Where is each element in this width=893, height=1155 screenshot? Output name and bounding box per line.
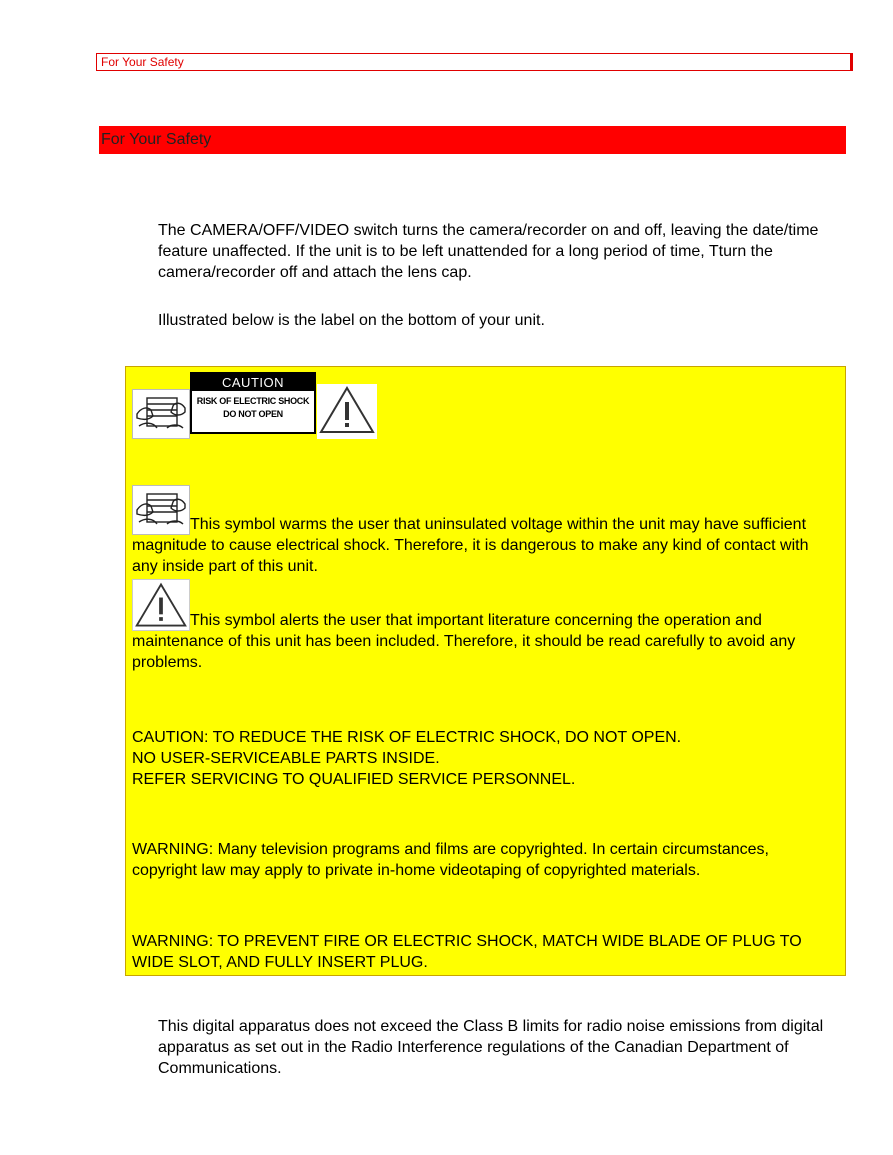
warning-copyright: WARNING: Many television programs and films are copyrighted. In certain circumstances, copyright law may apply to private in-home videotaping of copyrighted materials.	[132, 841, 769, 879]
intro-paragraph-label: Illustrated below is the label on the bottom of your unit.	[158, 312, 545, 329]
shock-symbol-text: This symbol warms the user that uninsulated voltage within the unit may have sufficient magnitude to cause electrical shock. Therefore, it is dangerous to make any kind of contact with any inside part of this unit.	[132, 516, 809, 575]
caution-line-1: CAUTION: TO REDUCE THE RISK OF ELECTRIC SHOCK, DO NOT OPEN.	[132, 729, 682, 746]
warning-triangle-icon	[317, 384, 377, 439]
caution-line-3: REFER SERVICING TO QUALIFIED SERVICE PERSONNEL.	[132, 771, 576, 788]
caution-line-2: NO USER-SERVICEABLE PARTS INSIDE.	[132, 750, 440, 767]
caution-label	[190, 372, 316, 434]
caution-label-title: CAUTION	[192, 374, 314, 391]
hands-shock-icon	[132, 389, 190, 439]
alert-symbol-paragraph	[132, 579, 837, 673]
running-header: For Your Safety	[96, 53, 853, 71]
warning-triangle-icon	[132, 579, 190, 631]
closing-paragraph: This digital apparatus does not exceed the Class B limits for radio noise emissions from digital apparatus as set out in the Radio Interference regulations of the Canadian Department of Communications.	[158, 1018, 824, 1077]
alert-symbol-text: This symbol alerts the user that important literature concerning the operation and maintenance of this unit has been included. Therefore, it should be read carefully to avoid any problems.	[132, 612, 796, 671]
shock-symbol-paragraph	[132, 485, 837, 577]
hands-shock-icon	[132, 485, 190, 535]
caution-label-line1: RISK OF ELECTRIC SHOCK	[196, 396, 310, 406]
intro-paragraph-switch: The CAMERA/OFF/VIDEO switch turns the camera/recorder on and off, leaving the date/time feature unaffected. If the unit is to be left unattended for a long period of time, Tturn the camera/recorder off and attach the lens cap.	[158, 222, 819, 281]
warning-fire: WARNING: TO PREVENT FIRE OR ELECTRIC SHOCK, MATCH WIDE BLADE OF PLUG TO WIDE SLOT, AND FULLY INSERT PLUG.	[132, 933, 802, 971]
caution-label-line2: DO NOT OPEN	[223, 409, 283, 419]
caution-statement	[132, 727, 837, 790]
section-title: For Your Safety	[99, 126, 846, 154]
safety-label-box	[125, 366, 846, 976]
